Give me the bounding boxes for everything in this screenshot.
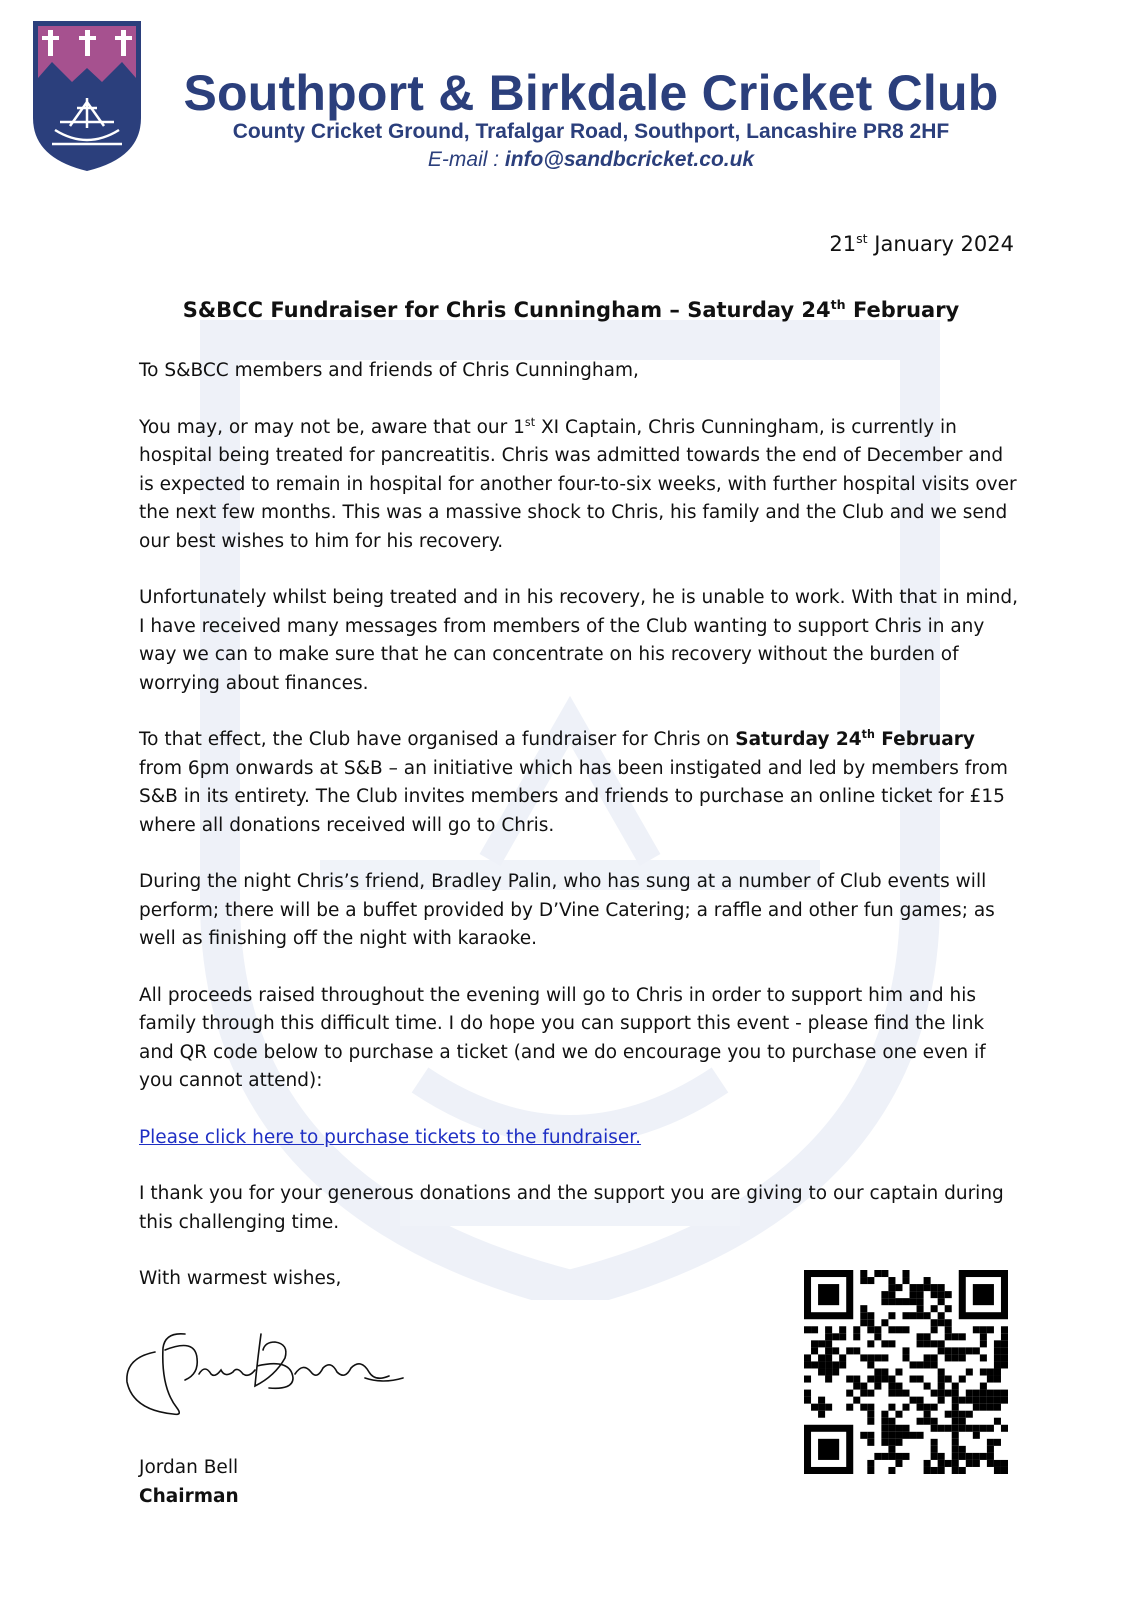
club-email: [0, 148, 1142, 172]
email-address[interactable]: info@sandbcricket.co.uk: [504, 148, 755, 171]
letter-heading: S&BCC Fundraiser for Chris Cunningham – Saturday 24th February: [182, 297, 960, 322]
signer-role: Chairman: [139, 1486, 239, 1507]
signer-block: [139, 1453, 239, 1511]
letter-date: 21st January 2024: [829, 231, 1014, 256]
email-label: E-mail :: [427, 148, 505, 171]
greeting: To S&BCC members and friends of Chris Cunningham,: [139, 360, 639, 381]
ticket-purchase-link[interactable]: Please click here to purchase tickets to the fundraiser.: [139, 1126, 642, 1148]
signer-name: Jordan Bell: [139, 1457, 239, 1478]
qr-code-icon[interactable]: [804, 1270, 1008, 1474]
paragraph-2: Unfortunately whilst being treated and in his recovery, he is unable to work. With that in mind, I have received many messages from members of the Club wanting to support Chris in any way we can to make sure that he can concentrate on his recovery without the burden of worrying about finances.: [139, 587, 1018, 694]
letter-body: [139, 357, 1019, 1322]
club-name: Southport & Birkdale Cricket Club: [183, 65, 999, 121]
closing: With warmest wishes,: [139, 1268, 342, 1289]
paragraph-5: All proceeds raised throughout the evening will go to Chris in order to support him and his family through this difficult time. I do hope you can support this event - please find the link and QR code below to purchase a ticket (and we do encourage you to purchase one even if you cannot attend):: [139, 984, 986, 1091]
paragraph-1: You may, or may not be, aware that our 1st XI Captain, Chris Cunningham, is currently in hospital being treated for pancreatitis. Chris was admitted towards the end of December and is expected to remain in hospital for another four-to-six weeks, with further hospital visits over the next few months. This was a massive shock to Chris, his family and the Club and we send our best wishes to him for his recovery.: [139, 415, 1017, 552]
ticket-link-paragraph: [139, 1124, 1019, 1153]
club-address: County Cricket Ground, Trafalgar Road, Southport, Lancashire PR8 2HF: [232, 120, 950, 143]
paragraph-4: During the night Chris’s friend, Bradley Palin, who has sung at a number of Club events will perform; there will be a buffet provided by D’Vine Catering; a raffle and other fun games; as well as finishing off the night with karaoke.: [139, 871, 995, 949]
signature-icon: [125, 1328, 405, 1418]
paragraph-6: I thank you for your generous donations and the support you are giving to our captain during this challenging time.: [139, 1183, 1004, 1233]
paragraph-3: To that effect, the Club have organised a fundraiser for Chris on Saturday 24th February from 6pm onwards at S&B – an initiative which has been instigated and led by members from S&B in its entirety. The Club invites members and friends to purchase an online ticket for £15 where all donations received will go to Chris.: [139, 727, 1008, 836]
